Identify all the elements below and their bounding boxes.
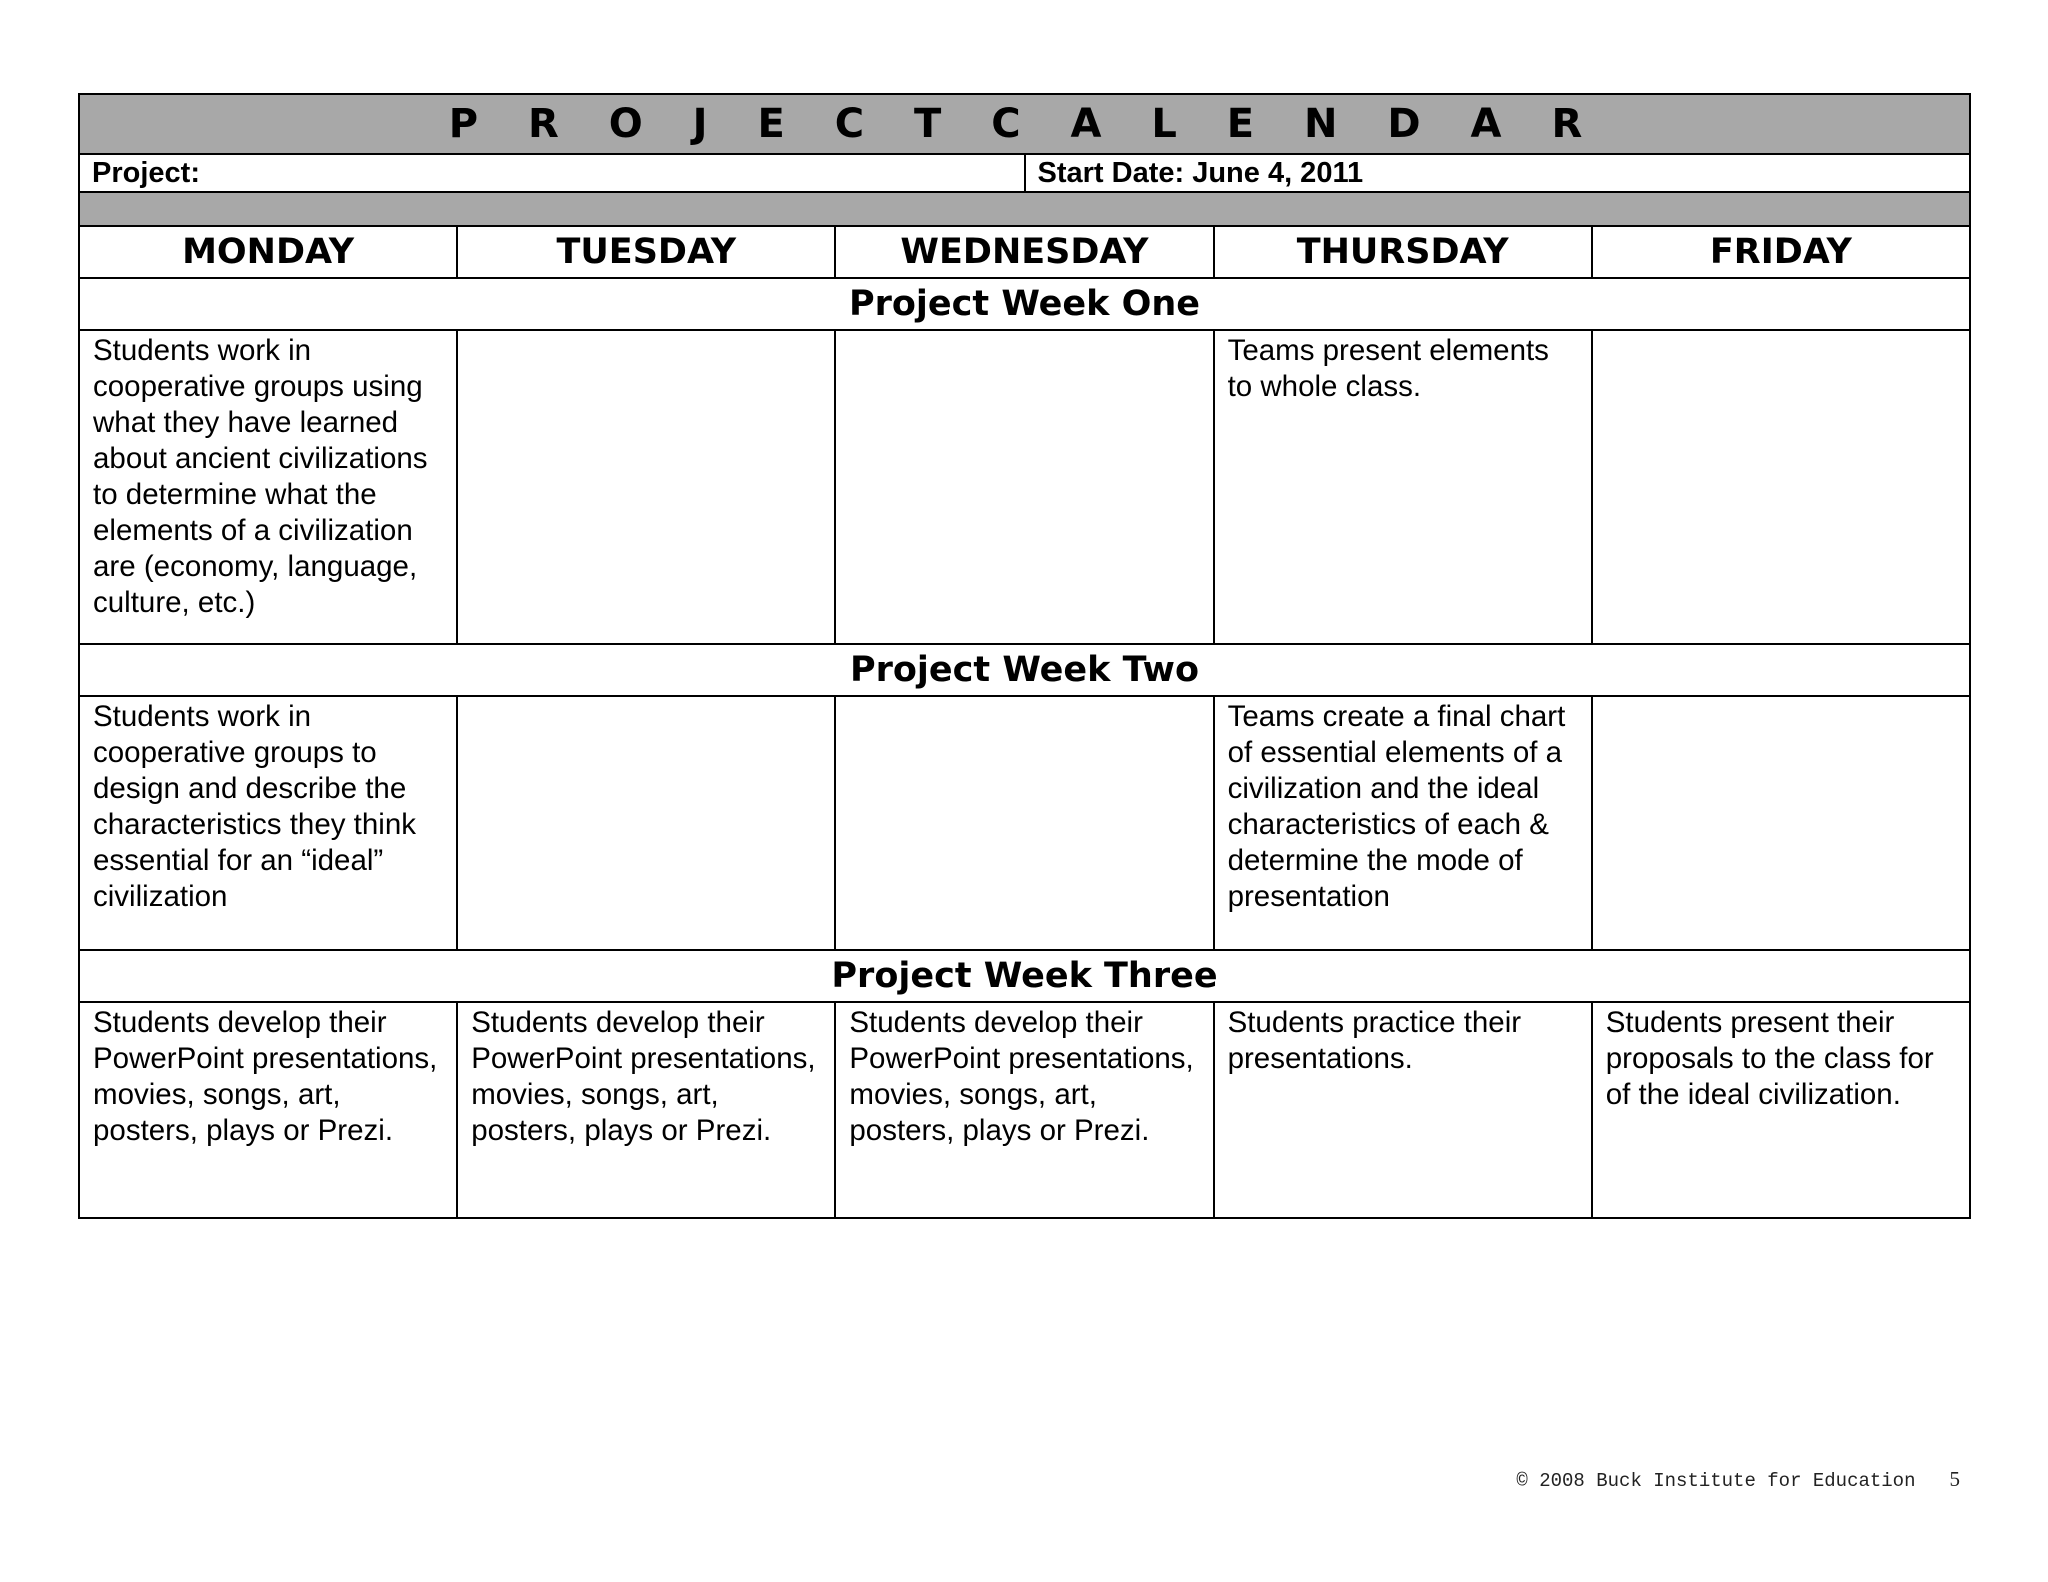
- day-header-tuesday: TUESDAY: [457, 226, 835, 278]
- week-one-monday: Students work in cooperative groups using what they have learned about ancient civilizations to determine what the elements of a civilization are (economy, language, culture, etc.): [79, 330, 457, 644]
- week-two-thursday: Teams create a final chart of essential elements of a civilization and the ideal characteristics of each & determine the mode of presentation: [1214, 696, 1592, 950]
- week-three-wednesday: Students develop their PowerPoint presentations, movies, songs, art, posters, plays or Prezi.: [835, 1002, 1213, 1218]
- copyright-notice: © 2008 Buck Institute for Education: [1516, 1470, 1916, 1492]
- day-header-monday: MONDAY: [79, 226, 457, 278]
- week-three-monday: Students develop their PowerPoint presentations, movies, songs, art, posters, plays or Prezi.: [79, 1002, 457, 1218]
- week-two-friday: [1592, 696, 1970, 950]
- week-one-label: Project Week One: [79, 278, 1970, 330]
- start-date: Start Date: June 4, 2011: [1037, 157, 1364, 189]
- page-number: 5: [1949, 1467, 1960, 1491]
- week-three-label: Project Week Three: [79, 950, 1970, 1002]
- week-one-tuesday: [457, 330, 835, 644]
- calendar-title: P R O J E C T C A L E N D A R: [79, 94, 1970, 154]
- week-three-thursday: Students practice their presentations.: [1214, 1002, 1592, 1218]
- day-header-wednesday: WEDNESDAY: [835, 226, 1213, 278]
- page-footer: [1516, 1467, 1960, 1492]
- week-three-tuesday: Students develop their PowerPoint presentations, movies, songs, art, posters, plays or Prezi.: [457, 1002, 835, 1218]
- day-header-thursday: THURSDAY: [1214, 226, 1592, 278]
- week-one-friday: [1592, 330, 1970, 644]
- week-one-thursday: Teams present elements to whole class.: [1214, 330, 1592, 644]
- week-two-wednesday: [835, 696, 1213, 950]
- week-three-friday: Students present their proposals to the class for of the ideal civilization.: [1592, 1002, 1970, 1218]
- header-spacer: [79, 192, 1970, 226]
- project-calendar-table: [78, 93, 1971, 1219]
- week-one-wednesday: [835, 330, 1213, 644]
- week-two-monday: Students work in cooperative groups to design and describe the characteristics they think essential for an “ideal” civilization: [79, 696, 457, 950]
- week-two-tuesday: [457, 696, 835, 950]
- day-header-friday: FRIDAY: [1592, 226, 1970, 278]
- week-two-label: Project Week Two: [79, 644, 1970, 696]
- project-label: Project:: [80, 155, 1026, 191]
